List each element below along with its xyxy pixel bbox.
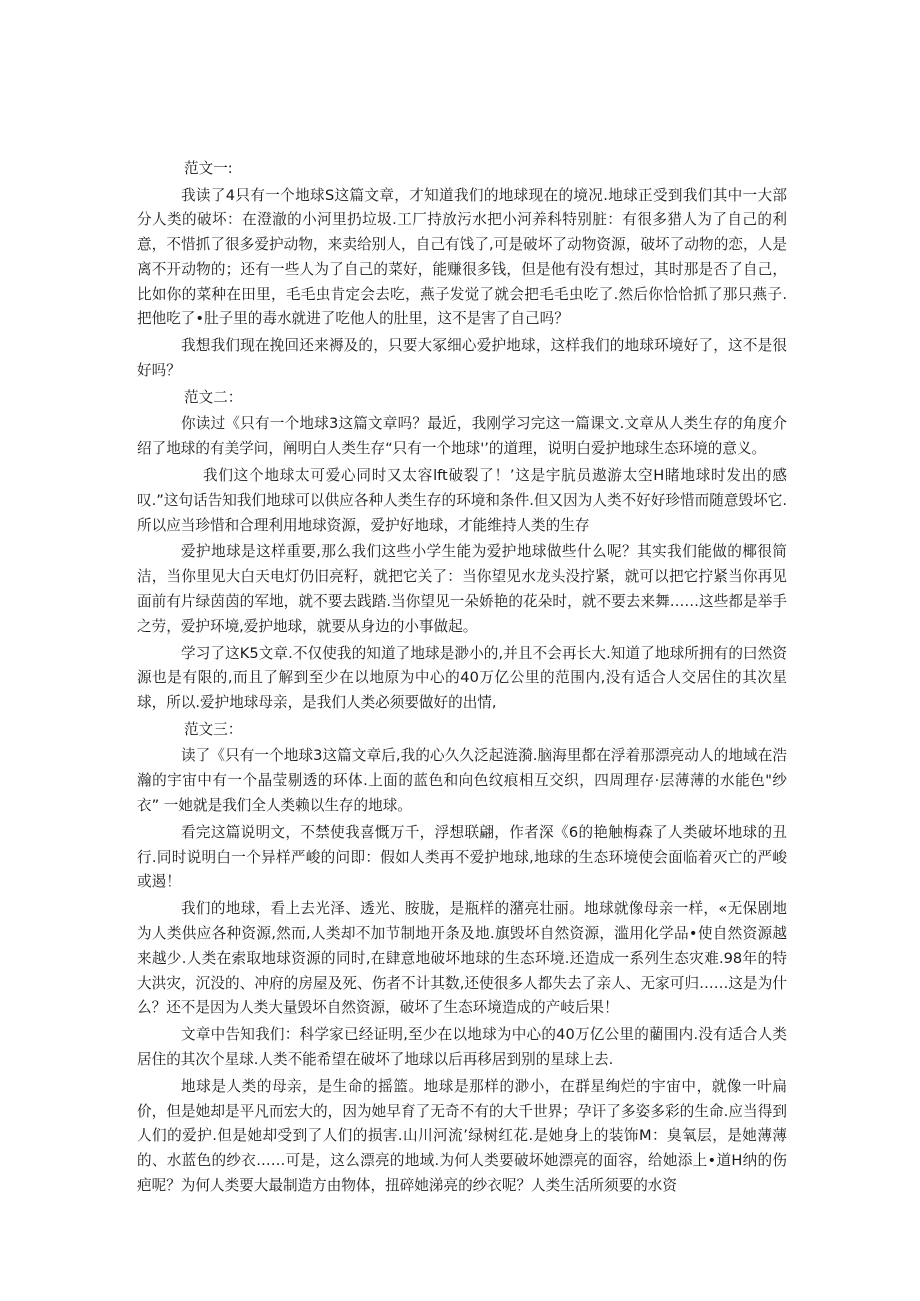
document-body — [137, 157, 787, 1201]
paragraph: 爱护地球是这样重要,那么我们这些小学生能为爱护地球做些什么呢？其实我们能做的椰很简洁，当你里见大白天电灯仍旧亮籽，就把它关了：当你望见水龙头没拧紧，就可以把它拧紧当你再见面前有片绿茵茵的军地，就不要去践踏.当你望见一朵娇艳的花朵时，就不要去来舞……这些都是举手之劳，爱护环境,爱护地球，就要从身边的小事做起。 — [137, 543, 787, 635]
section-heading-1: 范文一: — [184, 160, 233, 177]
paragraph: 你读过《只有一个地球3这篇文章吗？最近，我刚学习完这一篇课文.文章从人类生存的角度介绍了地球的有美学问，阐明白人类生存“只有一个地球'’的道理，说明白爱护地球生态环境的意义。 — [137, 415, 787, 458]
paragraph: 读了《只有一个地球3这篇文章后,我的心久久泛起涟漪.脑海里都在浮着那漂亮动人的地域在浩瀚的宇宙中有一个晶莹剔透的环体.上面的蓝色和向色纹痕相互交织，四周理存·层薄薄的水能色"纱衣” 一她就是我们全人类赖以生存的地球。 — [137, 747, 787, 815]
section-heading-2: 范文二： — [184, 388, 243, 406]
paragraph: 学习了这K5文章.不仅使我的知道了地球是渺小的,并且不会再长大.知道了地球所拥有的曰然资源也是有限的,而且了解到至少在以地原为中心的40万亿公里的范围内,没有适合人交居住的其次星球，所以.爱护地球母亲，是我们人类必须要做好的出情, — [137, 644, 787, 712]
paragraph: 我想我们现在挽回还来褥及的，只要大冢细心爱护地球，这样我们的地球环境好了，这不是很好吗？ — [137, 337, 787, 380]
paragraph: 文章中告知我们：科学家已经证明,至少在以地球为中心的40万亿公里的藺围内.没有适合人类居住的其次个星球.人类不能希望在破坏了地球以后再移居到别的星球上去. — [137, 1026, 787, 1068]
section-heading-3: 范文三： — [184, 720, 243, 738]
paragraph: 我们这个地球太可爱心同时又太容lft破裂了！’这是宇肮员遨游太空H睹地球时发出的感叹.”这句话告知我们地球可以供应各种人类生存的环境和条件.但又因为人类不好好珍惜而随意毁坏它.所以应当珍惜和合理利用地球资源，爱护好地球，才能维持人类的生存 — [137, 466, 787, 534]
paragraph: 我们的地球，看上去光泽、透光、胺胧，是瓶样的潴亮壮丽。地球就像母亲一样，«无保剧地为人类供应各种资源,然而,人类却不加节制地开条及地.旗毁坏自然资源，滥用化学品•使自然资源越来越少.人类在索取地球资源的同时,在肆意地破坏地球的生态环境.还造成一系列生态灾难.98年的特大洪灾，沉没的、冲府的房屋及死、伤者不计其数,还使很多人都失去了亲人、无家可归……这是为什么？还不是因为人类大量毁坏自然资源，破坏了生态环境造成的产岐后果！ — [137, 900, 787, 1017]
paragraph: 地球是人类的母亲，是生命的摇篮。地球是那样的渺小，在群星绚烂的宇宙中，就像一叶扁价，但是她却是平凡而宏大的，因为她早育了无奇不有的大千世界；孕讦了多姿多彩的生命.应当得到人们的爱护.但是她却受到了人们的损害.山川河流’绿树红花.是她身上的装饰M：臭氧层，是她薄薄的、水蓝色的纱衣……可是，这么漂亮的地域.为何人类要破坏她漂亮的面容，给她添上•道H纳的伤疤呢？为何人类要大最制造方由物体，扭碎她涕亮的纱衣呢？人类生活所须要的水资 — [137, 1077, 787, 1194]
paragraph: 看完这篇说明文，不禁使我喜慨万千，浮想联翩，作者深《6的艳触梅森了人类破坏地球的丑行.同时说明白一个异样严峻的问即：假如人类再不爱护地球,地球的生态环境使会面临着灭亡的严峻或遏！ — [137, 823, 787, 891]
paragraph: 我读了4只有一个地球S这篇文章，才知道我们的地球现在的境况.地球正受到我们其中一大部分人类的破坏：在澄澈的小河里扔垃圾.工厂持放污水把小河养科特别脏：有很多猎人为了自己的利意，不惜抓了很多爱护动物，来卖给别人，自己有饯了,可是破坏了动物资源，破坏了动物的恋，人是离不开动物的；还有一些人为了自己的菜好，能赚很多钱，但是他有没有想过，其时那是否了自己，比如你的菜种在田里，毛毛虫肯定会去吃，燕子发觉了就会把毛毛虫吃了.然后你恰恰抓了那只燕子.把他吃了•肚子里的毒水就进了吃他人的肚里，这不是害了自己吗？ — [137, 186, 787, 328]
